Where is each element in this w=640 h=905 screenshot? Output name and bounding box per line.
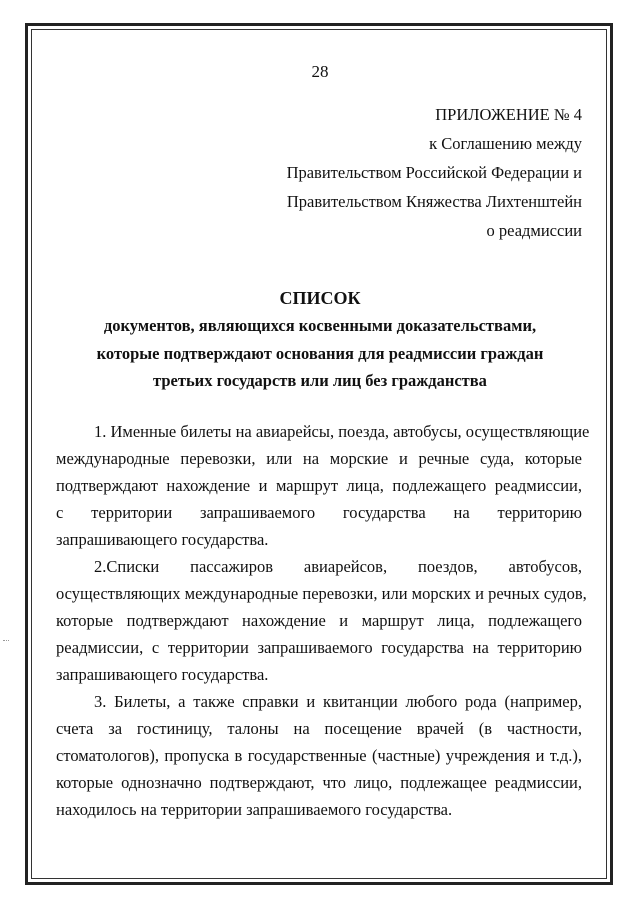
paragraph-line: подтверждают нахождение и маршрут лица, подлежащего реадмиссии, [56, 476, 582, 495]
appendix-line: Правительством Княжества Лихтенштейн [286, 192, 582, 211]
appendix-block [287, 100, 582, 245]
paragraph-line: 3. Билеты, а также справки и квитанции любого рода (например, [94, 692, 582, 711]
document-body [56, 418, 590, 823]
paragraph-2 [56, 553, 587, 688]
heading-line: третьих государств или лиц без гражданства [153, 371, 487, 390]
paragraph-line: которые подтверждают нахождение и маршрут лица, подлежащего [56, 611, 582, 630]
paragraph-line: международные перевозки, или на морские и речные суда, которые [56, 449, 582, 468]
paragraph-line: с территории запрашиваемого государства на территорию [56, 503, 582, 522]
paragraph-line: запрашивающего государства. [56, 665, 269, 684]
appendix-line: к Соглашению между [429, 134, 582, 153]
heading-line: которые подтверждают основания для реадмиссии граждан [96, 343, 544, 363]
paragraph-line: реадмиссии, с территории запрашиваемого государства на территорию [56, 638, 582, 657]
paragraph-line: 2.Списки пассажиров авиарейсов, поездов, автобусов, [94, 557, 582, 576]
scan-mark [3, 640, 9, 642]
paragraph-line: стоматологов), пропуска в государственные (частные) учреждения и т.д.), [56, 746, 582, 765]
heading-title: СПИСОК [279, 288, 361, 308]
paragraph-line: запрашивающего государства. [56, 530, 269, 549]
appendix-line: о реадмиссии [486, 221, 582, 240]
document-heading [60, 284, 580, 395]
appendix-line: ПРИЛОЖЕНИЕ № 4 [435, 105, 582, 124]
page-number: 28 [311, 62, 329, 81]
appendix-line: Правительством Российской Федерации и [286, 163, 582, 182]
paragraph-line: осуществляющих международные перевозки, или морских и речных судов, [56, 584, 587, 603]
paragraph-3 [56, 688, 582, 823]
paragraph-line: которые однозначно подтверждают, что лицо, подлежащее реадмиссии, [56, 773, 582, 792]
paragraph-line: 1. Именные билеты на авиарейсы, поезда, автобусы, осуществляющие [94, 422, 590, 441]
paragraph-line: находилось на территории запрашиваемого государства. [56, 800, 453, 819]
paragraph-1 [56, 418, 590, 553]
heading-line: документов, являющихся косвенными доказательствами, [103, 316, 537, 335]
paragraph-line: счета за гостиницу, талоны на посещение врачей (в частности, [56, 719, 582, 738]
